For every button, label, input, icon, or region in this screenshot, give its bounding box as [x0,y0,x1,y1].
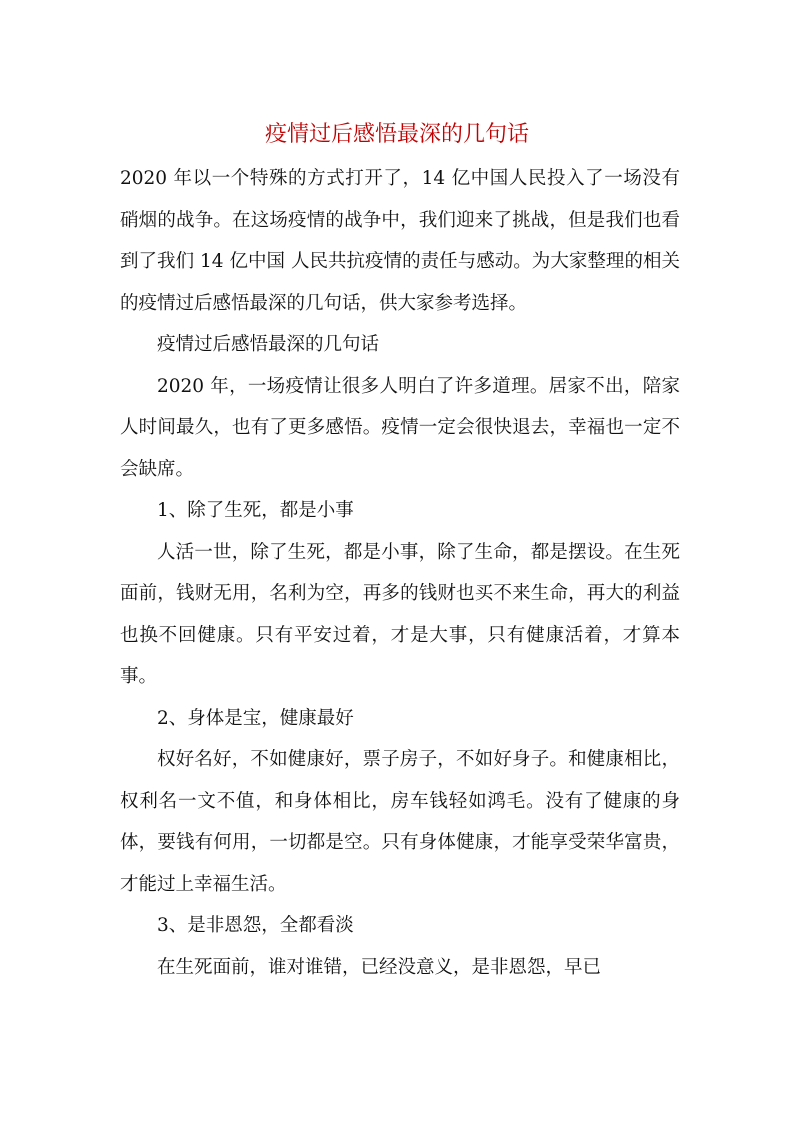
section-heading-2: 2、身体是宝，健康最好 [157,707,354,729]
intro-paragraph: 2020 年以一个特殊的方式打开了，14 亿中国人民投入了一场没有硝烟的战争。在这场疫情的战争中，我们迎来了挑战，但是我们也看到了我们 14 亿中国 人民共抗疫情的责任与感动。为大家整理的相关的疫情过后感悟最深的几句话，供大家参考选择。 [120,168,680,314]
body-paragraph-2: 权好名好，不如健康好，票子房子，不如好身子。和健康相比，权利名一文不值，和身体相比，房车钱轻如鸿毛。没有了健康的身体，要钱有何用，一切都是空。只有身体健康，才能享受荣华富贵，才能过上幸福生活。 [120,749,680,895]
section-heading-3: 3、是非恩怨，全都看淡 [157,915,354,936]
body-paragraph: 2020 年，一场疫情让很多人明白了许多道理。居家不出，陪家人时间最久，也有了更多感悟。疫情一定会很快退去，幸福也一定不会缺席。 [120,375,680,480]
document-body [120,158,680,988]
section-heading: 疫情过后感悟最深的几句话 [157,334,380,355]
body-paragraph-1: 人活一世，除了生死，都是小事，除了生命，都是摆设。在生死面前，钱财无用，名利为空，再多的钱财也买不来生命，再大的利益也换不回健康。只有平安过着，才是大事，只有健康活着，才算本事。 [120,541,680,687]
document-title: 疫情过后感悟最深的几句话 [264,121,529,147]
body-paragraph-3: 在生死面前，谁对谁错，已经没意义，是非恩怨，早已 [157,956,602,978]
section-heading-1: 1、除了生死，都是小事 [157,500,354,521]
